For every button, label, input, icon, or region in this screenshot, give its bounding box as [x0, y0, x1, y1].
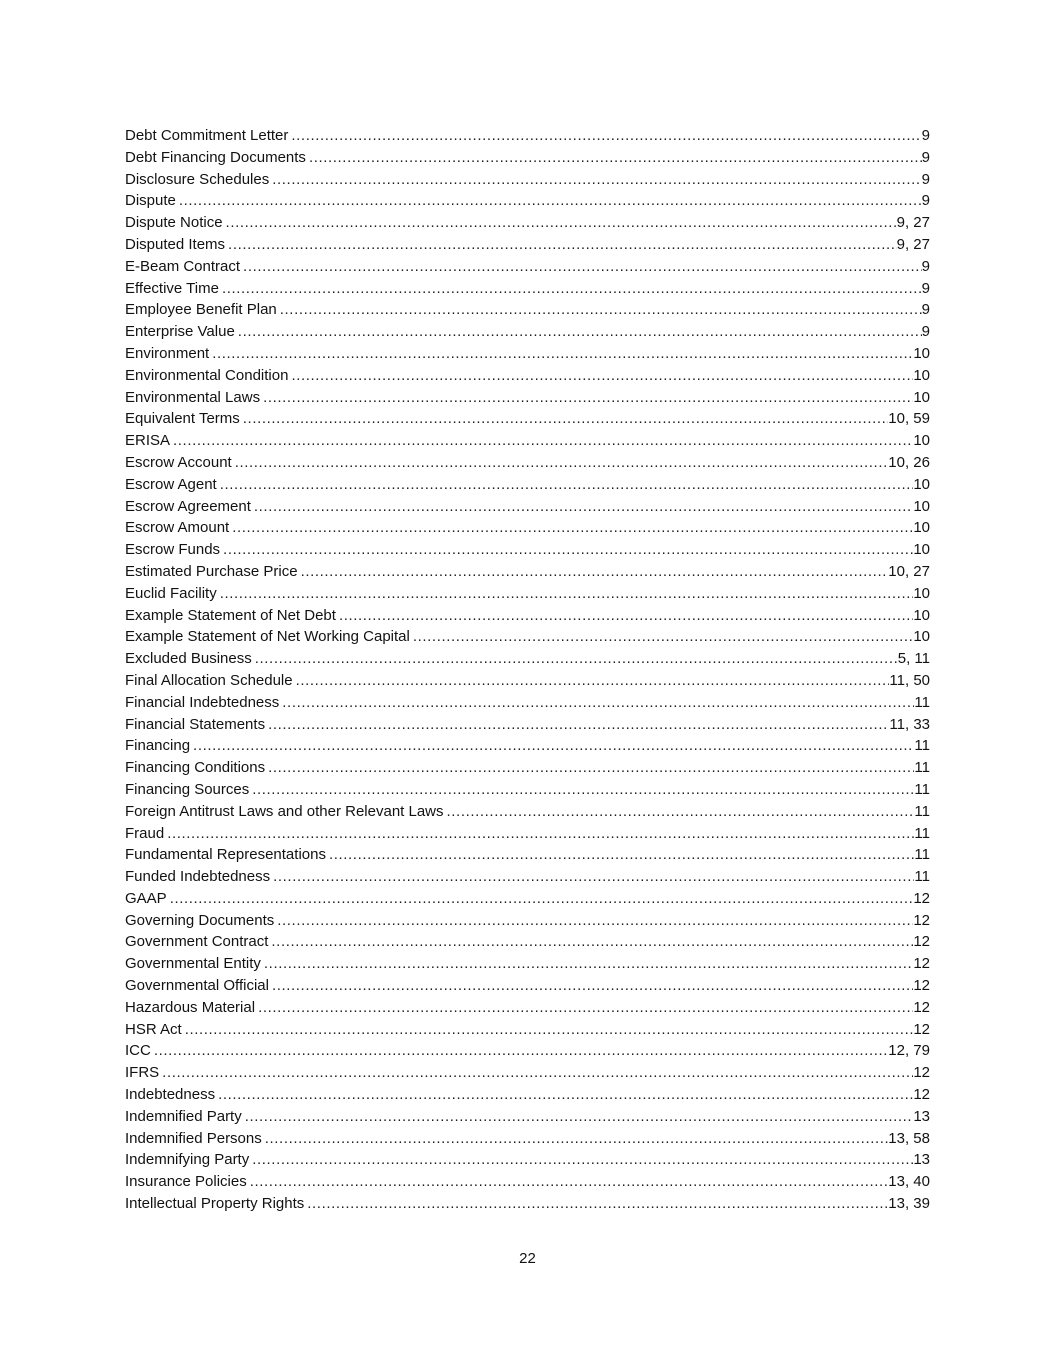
- index-entry: [125, 1084, 930, 1106]
- index-page-ref: 9, 27: [896, 214, 930, 232]
- index-page-ref: 10: [913, 344, 930, 362]
- index-page-ref: 9, 27: [896, 235, 930, 253]
- index-page-ref: 13, 58: [888, 1129, 930, 1147]
- index-entry: [125, 888, 930, 910]
- index-term-label: Enterprise Value: [125, 323, 235, 341]
- index-page-ref: 12, 79: [888, 1042, 930, 1060]
- dot-leader: [159, 1062, 913, 1084]
- dot-leader: [182, 1019, 914, 1041]
- index-entry: [125, 823, 930, 845]
- index-entry: [125, 1019, 930, 1041]
- index-term-label: Government Contract: [125, 933, 269, 951]
- index-entry: [125, 714, 930, 736]
- index-entry: [125, 474, 930, 496]
- dot-leader: [176, 190, 922, 212]
- dot-leader: [277, 299, 922, 321]
- dot-leader: [298, 561, 889, 583]
- index-term-label: Governmental Official: [125, 977, 269, 995]
- dot-leader: [249, 779, 914, 801]
- index-term-label: Escrow Amount: [125, 519, 230, 537]
- index-page-ref: 10: [913, 606, 930, 624]
- index-page-ref: 12: [913, 889, 930, 907]
- index-entry: [125, 931, 930, 953]
- index-page-ref: 11: [914, 868, 930, 886]
- index-page-ref: 11: [914, 737, 930, 755]
- index-term-label: Estimated Purchase Price: [125, 562, 298, 580]
- dot-leader: [190, 735, 914, 757]
- index-entry: [125, 234, 930, 256]
- index-entry: [125, 866, 930, 888]
- index-term-label: ERISA: [125, 432, 171, 450]
- index-page-ref: 12: [913, 998, 930, 1016]
- index-entry: [125, 1062, 930, 1084]
- index-term-label: Fundamental Representations: [125, 846, 326, 864]
- index-entry: [125, 408, 930, 430]
- index-term-label: Dispute Notice: [125, 214, 223, 232]
- dot-leader: [170, 430, 913, 452]
- index-term-label: Escrow Account: [125, 453, 232, 471]
- index-term-label: Funded Indebtedness: [125, 868, 271, 886]
- index-term-label: Financing: [125, 737, 191, 755]
- index-entry: [125, 735, 930, 757]
- index-page-ref: 10, 27: [888, 562, 930, 580]
- index-term-label: Disputed Items: [125, 235, 226, 253]
- dot-leader: [240, 256, 922, 278]
- index-entry: [125, 517, 930, 539]
- index-entry: [125, 299, 930, 321]
- dot-leader: [167, 888, 914, 910]
- index-term-label: Governmental Entity: [125, 955, 261, 973]
- dot-leader: [252, 648, 898, 670]
- index-page-ref: 12: [913, 955, 930, 973]
- index-entry: [125, 190, 930, 212]
- index-page-ref: 11: [914, 759, 930, 777]
- index-page-ref: 9: [921, 257, 930, 275]
- index-term-label: Disclosure Schedules: [125, 170, 270, 188]
- index-term-label: Euclid Facility: [125, 584, 217, 602]
- index-term-label: HSR Act: [125, 1020, 182, 1038]
- index-entry: [125, 452, 930, 474]
- index-term-label: Escrow Agent: [125, 475, 217, 493]
- dot-leader: [247, 1171, 889, 1193]
- dot-leader: [260, 387, 913, 409]
- index-page-ref: 9: [921, 192, 930, 210]
- index-page-ref: 11: [914, 824, 930, 842]
- dot-leader: [217, 474, 914, 496]
- index-term-label: Environmental Laws: [125, 388, 261, 406]
- index-term-label: Financial Indebtedness: [125, 693, 280, 711]
- index-entry: [125, 801, 930, 823]
- dot-leader: [242, 1106, 914, 1128]
- index-page-ref: 11, 50: [889, 671, 930, 689]
- index-term-label: Escrow Funds: [125, 541, 221, 559]
- dot-leader: [269, 169, 921, 191]
- index-term-label: Environment: [125, 344, 210, 362]
- index-term-label: Financial Statements: [125, 715, 266, 733]
- dot-leader: [336, 605, 913, 627]
- index-entry: [125, 605, 930, 627]
- index-entry: [125, 321, 930, 343]
- index-entry: [125, 169, 930, 191]
- index-entry: [125, 910, 930, 932]
- dot-leader: [279, 692, 914, 714]
- index-entry: [125, 387, 930, 409]
- index-page-ref: 9: [921, 323, 930, 341]
- index-page-ref: 10: [913, 388, 930, 406]
- index-page-ref: 11: [914, 802, 930, 820]
- dot-leader: [209, 343, 913, 365]
- index-page-ref: 12: [913, 1086, 930, 1104]
- index-entry: [125, 496, 930, 518]
- index-page-ref: 12: [913, 933, 930, 951]
- index-term-label: Fraud: [125, 824, 165, 842]
- dot-leader: [217, 583, 914, 605]
- dot-leader: [265, 714, 889, 736]
- index-term-label: Governing Documents: [125, 911, 275, 929]
- dot-leader: [220, 539, 913, 561]
- dot-leader: [444, 801, 915, 823]
- index-entry: [125, 975, 930, 997]
- index-page-ref: 10: [913, 541, 930, 559]
- index-entry: [125, 343, 930, 365]
- dot-leader: [255, 997, 913, 1019]
- index-page-ref: 11, 33: [889, 715, 930, 733]
- dot-leader: [232, 452, 889, 474]
- index-entry: [125, 147, 930, 169]
- dot-leader: [225, 234, 897, 256]
- index-entry: [125, 212, 930, 234]
- index-entry: [125, 256, 930, 278]
- index-term-label: Debt Commitment Letter: [125, 127, 289, 144]
- index-page-ref: 10: [913, 432, 930, 450]
- index-entry: [125, 561, 930, 583]
- index-page-ref: 11: [914, 846, 930, 864]
- index-page-ref: 12: [913, 911, 930, 929]
- index-page-ref: 10: [913, 366, 930, 384]
- index-entry: [125, 430, 930, 452]
- index-term-label: Indebtedness: [125, 1086, 216, 1104]
- index-page-ref: 12: [913, 1020, 930, 1038]
- index-term-label: Indemnified Party: [125, 1107, 242, 1125]
- defined-terms-index: [125, 125, 930, 1215]
- index-entry: [125, 1149, 930, 1171]
- dot-leader: [293, 670, 890, 692]
- index-entry: [125, 365, 930, 387]
- index-page-ref: 10: [913, 628, 930, 646]
- index-entry: [125, 779, 930, 801]
- dot-leader: [304, 1193, 888, 1215]
- index-page-ref: 13: [913, 1151, 930, 1169]
- dot-leader: [249, 1149, 913, 1171]
- index-entry: [125, 1171, 930, 1193]
- index-term-label: Foreign Antitrust Laws and other Relevant Laws: [125, 802, 444, 820]
- index-page-ref: 9: [921, 148, 930, 166]
- index-term-label: Indemnified Persons: [125, 1129, 262, 1147]
- dot-leader: [235, 321, 922, 343]
- dot-leader: [269, 975, 913, 997]
- index-page-ref: 5, 11: [897, 650, 930, 668]
- dot-leader: [262, 1128, 889, 1150]
- index-page-ref: 13, 40: [888, 1173, 930, 1191]
- index-entry: [125, 125, 930, 147]
- index-term-label: Employee Benefit Plan: [125, 301, 277, 319]
- index-page-ref: 9: [921, 301, 930, 319]
- index-term-label: ICC: [125, 1042, 151, 1060]
- index-entry: [125, 757, 930, 779]
- dot-leader: [151, 1040, 888, 1062]
- dot-leader: [288, 365, 913, 387]
- dot-leader: [261, 953, 913, 975]
- dot-leader: [270, 866, 914, 888]
- index-page-ref: 9: [921, 279, 930, 297]
- dot-leader: [306, 147, 922, 169]
- index-term-label: Financing Sources: [125, 780, 250, 798]
- index-term-label: Example Statement of Net Debt: [125, 606, 336, 624]
- index-term-label: Debt Financing Documents: [125, 148, 306, 166]
- index-entry: [125, 648, 930, 670]
- index-page-ref: 9: [921, 127, 930, 144]
- dot-leader: [265, 757, 914, 779]
- index-entry: [125, 1128, 930, 1150]
- index-entry: [125, 626, 930, 648]
- index-page-ref: 13, 39: [888, 1195, 930, 1213]
- dot-leader: [268, 931, 913, 953]
- index-term-label: Financing Conditions: [125, 759, 266, 777]
- dot-leader: [410, 626, 913, 648]
- index-page-ref: 10, 26: [888, 453, 930, 471]
- dot-leader: [229, 517, 913, 539]
- index-term-label: Equivalent Terms: [125, 410, 240, 428]
- dot-leader: [240, 408, 889, 430]
- page-number: 22: [519, 1250, 536, 1267]
- index-entry: [125, 692, 930, 714]
- dot-leader: [251, 496, 913, 518]
- index-term-label: Effective Time: [125, 279, 219, 297]
- index-entry: [125, 953, 930, 975]
- index-page-ref: 12: [913, 1064, 930, 1082]
- index-term-label: Hazardous Material: [125, 998, 256, 1016]
- index-term-label: IFRS: [125, 1064, 160, 1082]
- index-page-ref: 10, 59: [888, 410, 930, 428]
- index-entry: [125, 1040, 930, 1062]
- dot-leader: [223, 212, 897, 234]
- index-page-ref: 11: [914, 693, 930, 711]
- dot-leader: [274, 910, 913, 932]
- index-term-label: Intellectual Property Rights: [125, 1195, 305, 1213]
- index-page-ref: 10: [913, 584, 930, 602]
- index-entry: [125, 583, 930, 605]
- index-entry: [125, 539, 930, 561]
- dot-leader: [219, 278, 922, 300]
- index-entry: [125, 997, 930, 1019]
- index-term-label: E-Beam Contract: [125, 257, 241, 275]
- index-entry: [125, 1106, 930, 1128]
- index-term-label: GAAP: [125, 889, 167, 907]
- index-page-ref: 10: [913, 497, 930, 515]
- index-entry: [125, 1193, 930, 1215]
- dot-leader: [326, 844, 914, 866]
- dot-leader: [215, 1084, 913, 1106]
- index-term-label: Insurance Policies: [125, 1173, 247, 1191]
- index-entry: [125, 844, 930, 866]
- index-term-label: Escrow Agreement: [125, 497, 251, 515]
- dot-leader: [164, 823, 914, 845]
- index-entry: [125, 278, 930, 300]
- index-page-ref: 10: [913, 475, 930, 493]
- index-term-label: Example Statement of Net Working Capital: [125, 628, 410, 646]
- index-page-ref: 13: [913, 1107, 930, 1125]
- index-term-label: Environmental Condition: [125, 366, 289, 384]
- index-page-ref: 9: [921, 170, 930, 188]
- index-term-label: Dispute: [125, 192, 176, 210]
- index-page-ref: 11: [914, 780, 930, 798]
- index-page-ref: 10: [913, 519, 930, 537]
- index-term-label: Final Allocation Schedule: [125, 671, 293, 689]
- index-page-ref: 12: [913, 977, 930, 995]
- index-term-label: Excluded Business: [125, 650, 252, 668]
- index-entry: [125, 670, 930, 692]
- dot-leader: [288, 125, 921, 147]
- index-term-label: Indemnifying Party: [125, 1151, 250, 1169]
